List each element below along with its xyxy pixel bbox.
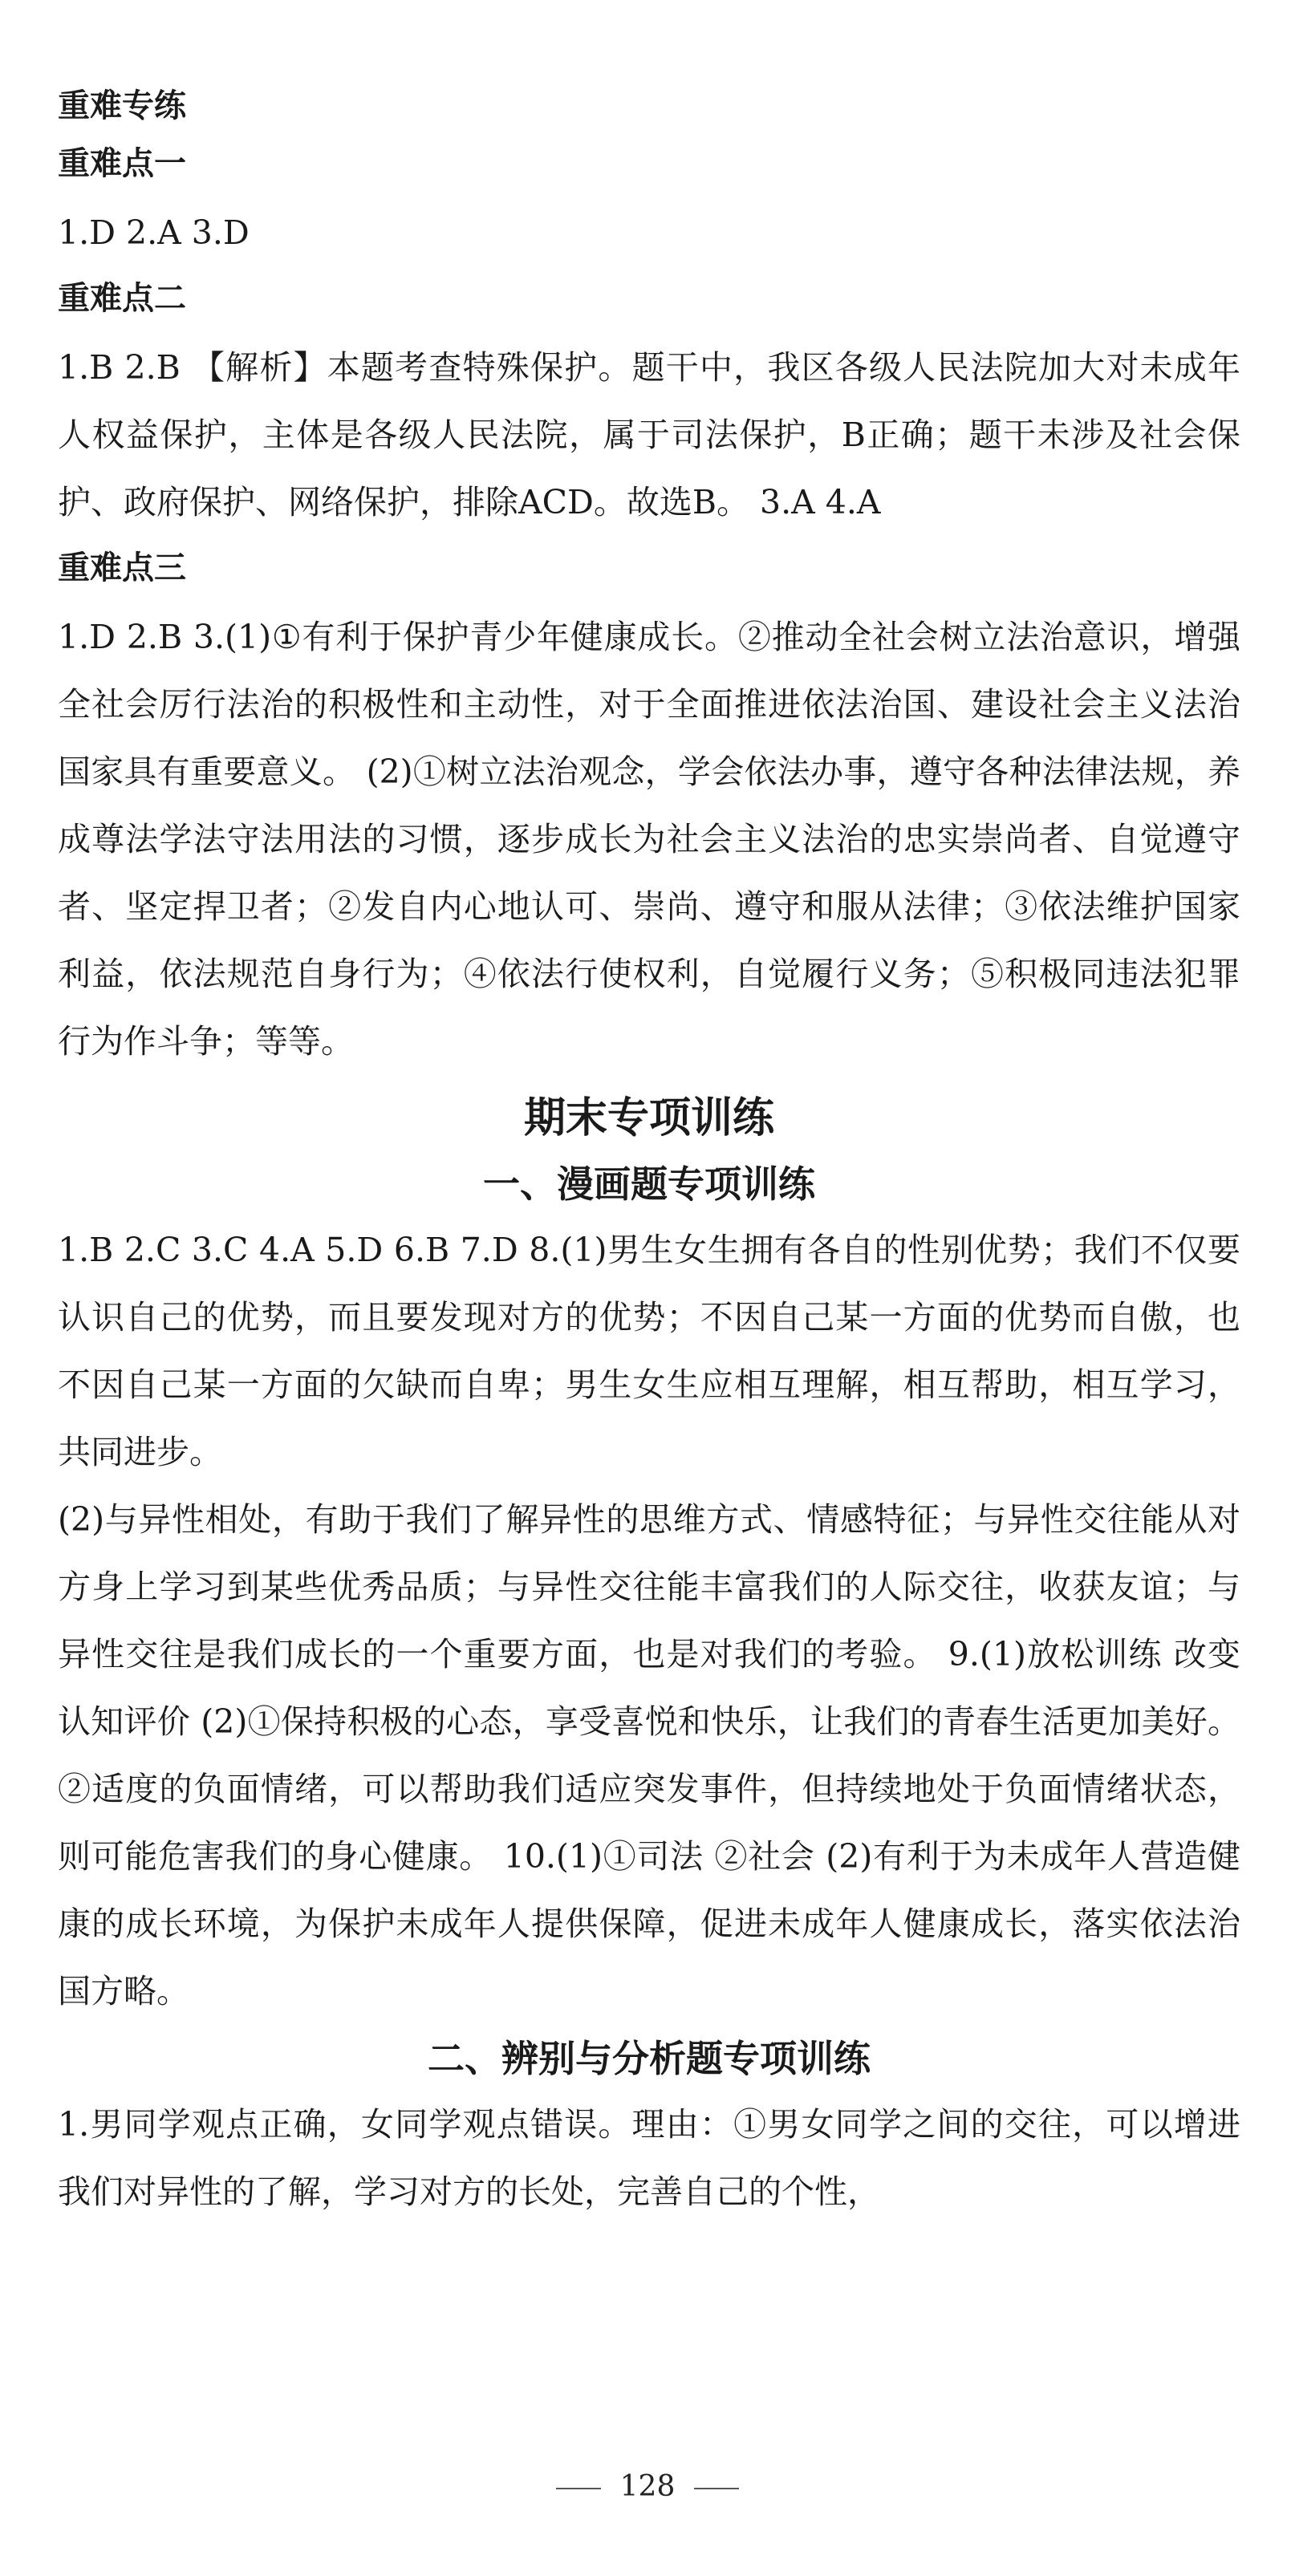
comic-answers-part-2: (2)与异性相处，有助于我们了解异性的思维方式、情感特征；与异性交往能从对方身上学习到某些优秀品质；与异性交往能丰富我们的人际交往，收获友谊；与异性交往是我们成长的一个重要方面，也是对我们的考验。 9.(1)放松训练 改变认知评价 (2)①保持积极的心态，享受喜悦和快乐，让我们的青春生活更加美好。②适度的负面情绪，可以帮助我们适应突发事件，但持续地处于负面情绪状态，则可能危害我们的身心健康。 10.(1)①司法 ②社会 (2)有利于为未成年人营造健康的成长环境，为保护未成年人提供保障，促进未成年人健康成长，落实依法治国方略。 bbox=[58, 1500, 1240, 2010]
comic-training-heading: 一、漫画题专项训练 bbox=[483, 1162, 815, 1206]
final-training-title: 期末专项训练 bbox=[523, 1094, 774, 1142]
footer-dash-right bbox=[694, 2488, 739, 2489]
comic-answers-part-1: 1.B 2.C 3.C 4.A 5.D 6.B 7.D 8.(1)男生女生拥有各自的性别优势；我们不仅要认识自己的优势，而且要发现对方的优势；不因自己某一方面的优势而自傲，也不因自己某一方面的欠缺而自卑；男生女生应相互理解，相互帮助，相互学习，共同进步。 bbox=[58, 1231, 1240, 1471]
answers-key-point-2: 1.B 2.B 【解析】本题考查特殊保护。题干中，我区各级人民法院加大对未成年人权益保护，主体是各级人民法院，属于司法保护，B正确；题干未涉及社会保护、政府保护、网络保护，排除ACD。故选B。 3.A 4.A bbox=[58, 348, 1240, 521]
page-number: 128 bbox=[619, 2470, 676, 2503]
footer-dash-left bbox=[556, 2488, 601, 2489]
analysis-training-heading: 二、辨别与分析题专项训练 bbox=[428, 2037, 871, 2080]
heading-key-point-1: 重难点一 bbox=[58, 145, 186, 182]
analysis-answers: 1.男同学观点正确，女同学观点错误。理由：①男女同学之间的交往，可以增进我们对异性的了解，学习对方的长处，完善自己的个性， bbox=[58, 2105, 1240, 2211]
answers-key-point-1: 1.D 2.A 3.D bbox=[58, 213, 250, 252]
heading-key-point-2: 重难点二 bbox=[58, 280, 186, 317]
page-footer bbox=[0, 2467, 1295, 2507]
section-title: 重难专练 bbox=[58, 87, 186, 124]
answers-key-point-3: 1.D 2.B 3.(1)①有利于保护青少年健康成长。②推动全社会树立法治意识，增强全社会厉行法治的积极性和主动性，对于全面推进依法治国、建设社会主义法治国家具有重要意义。 (2)①树立法治观念，学会依法办事，遵守各种法律法规，养成尊法学法守法用法的习惯，逐步成长为社会主义法治的忠实崇尚者、自觉遵守者、坚定捍卫者；②发自内心地认可、崇尚、遵守和服从法律；③依法维护国家利益，依法规范自身行为；④依法行使权利，自觉履行义务；⑤积极同违法犯罪行为作斗争；等等。 bbox=[58, 618, 1240, 1061]
heading-key-point-3: 重难点三 bbox=[58, 550, 186, 586]
